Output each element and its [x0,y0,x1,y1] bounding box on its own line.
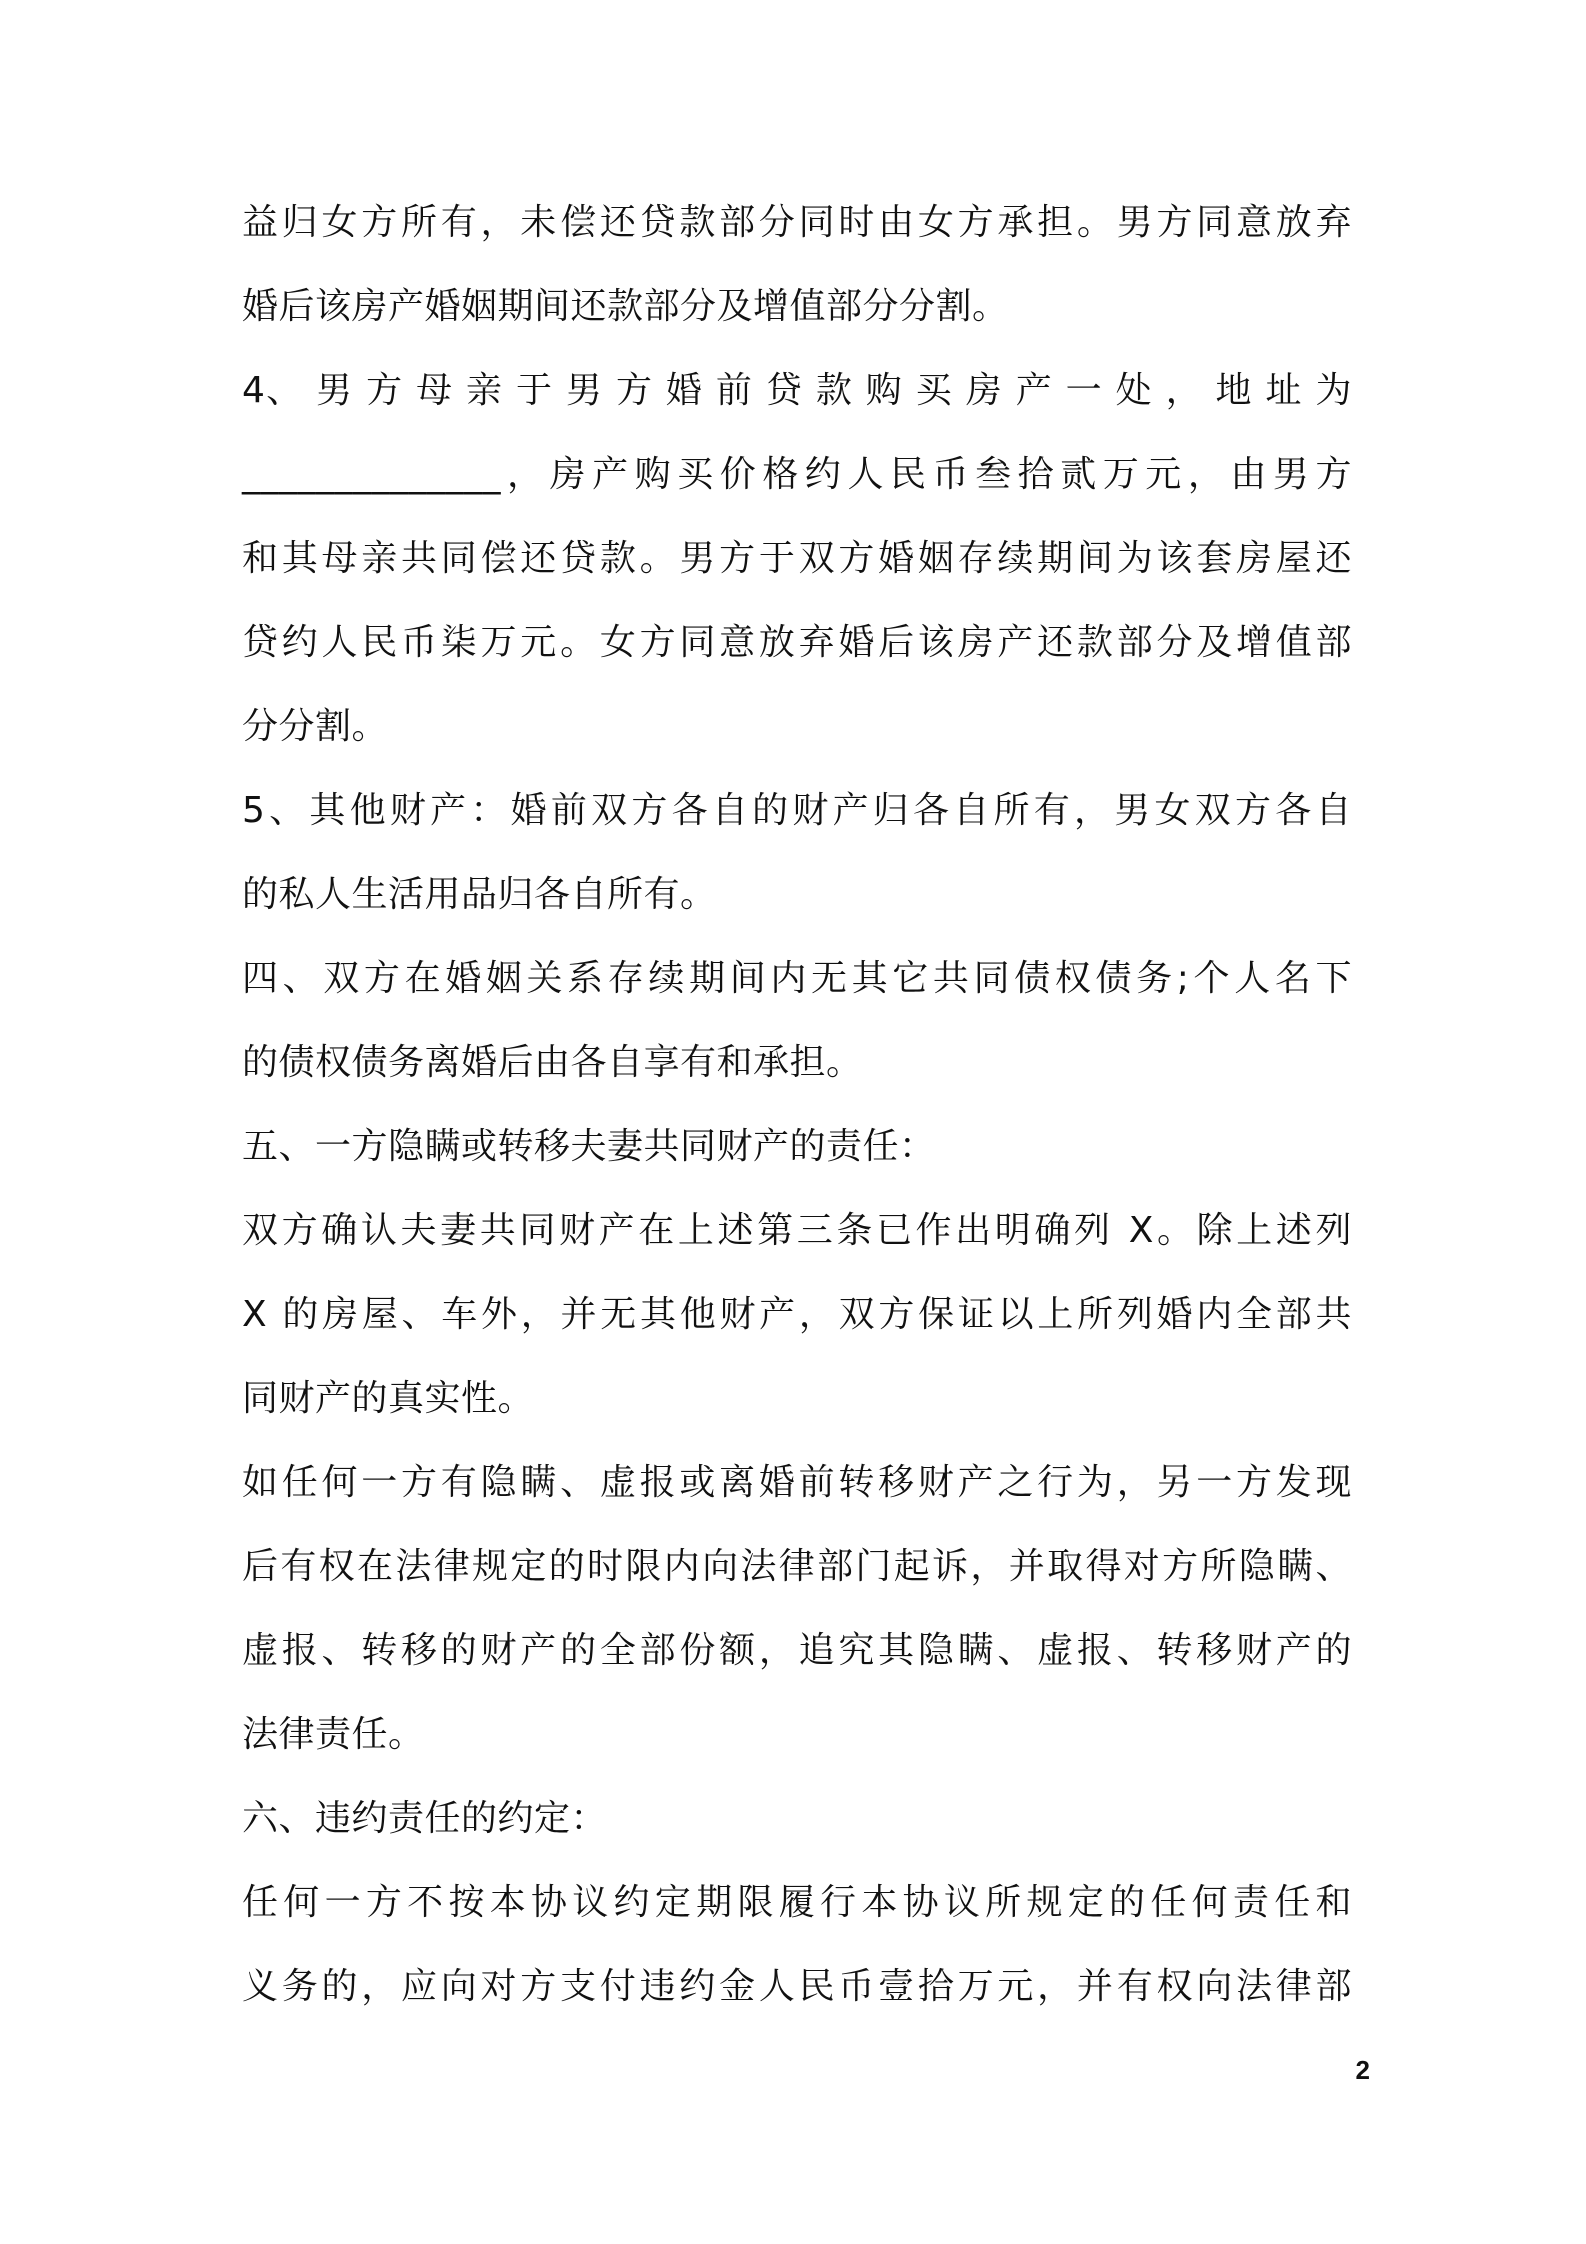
page-number: 2 [1355,2055,1370,2085]
text-line: 的私人生活用品归各自所有。 [242,874,717,915]
text-line: 同财产的真实性。 [242,1378,535,1419]
text-line: 虚报、转移的财产的全部份额，追究其隐瞒、虚报、转移财产的 [242,1630,1352,1671]
text-line: 法律责任。 [242,1714,425,1755]
text-line: 和其母亲共同偿还贷款。男方于双方婚姻存续期间为该套房屋还 [242,538,1352,579]
text-line: 如任何一方有隐瞒、虚报或离婚前转移财产之行为，另一方发现 [242,1462,1352,1503]
text-line: 双方确认夫妻共同财产在上述第三条已作出明确列 X。除上述列 [242,1210,1352,1251]
text-line: 益归女方所有，未偿还贷款部分同时由女方承担。男方同意放弃 [242,202,1352,243]
text-line: 后有权在法律规定的时限内向法律部门起诉，并取得对方所隐瞒、 [242,1546,1352,1587]
text-line: 5、其他财产：婚前双方各自的财产归各自所有，男女双方各自 [242,790,1352,831]
text-line: 的债权债务离婚后由各自享有和承担。 [242,1042,863,1083]
text-line: ______________，房产购买价格约人民币叁拾贰万元，由男方 [242,454,1352,495]
text-line: X 的房屋、车外，并无其他财产，双方保证以上所列婚内全部共 [242,1294,1352,1335]
section-heading: 五、一方隐瞒或转移夫妻共同财产的责任： [242,1126,936,1167]
text-line: 婚后该房产婚姻期间还款部分及增值部分分割。 [242,286,1009,327]
text-line: 义务的，应向对方支付违约金人民币壹拾万元，并有权向法律部 [242,1966,1352,2007]
text-line: 4、 男 方 母 亲 于 男 方 婚 前 贷 款 购 买 房 产 一 处 ， 地 址 为 [242,370,1352,411]
text-line: 四、双方在婚姻关系存续期间内无其它共同债权债务;个人名下 [242,958,1352,999]
text-line: 分分割。 [242,706,389,747]
text-line: 贷约人民币柒万元。女方同意放弃婚后该房产还款部分及增值部 [242,622,1352,663]
section-heading: 六、违约责任的约定： [242,1798,608,1839]
text-line: 任何一方不按本协议约定期限履行本协议所规定的任何责任和 [242,1882,1352,1923]
